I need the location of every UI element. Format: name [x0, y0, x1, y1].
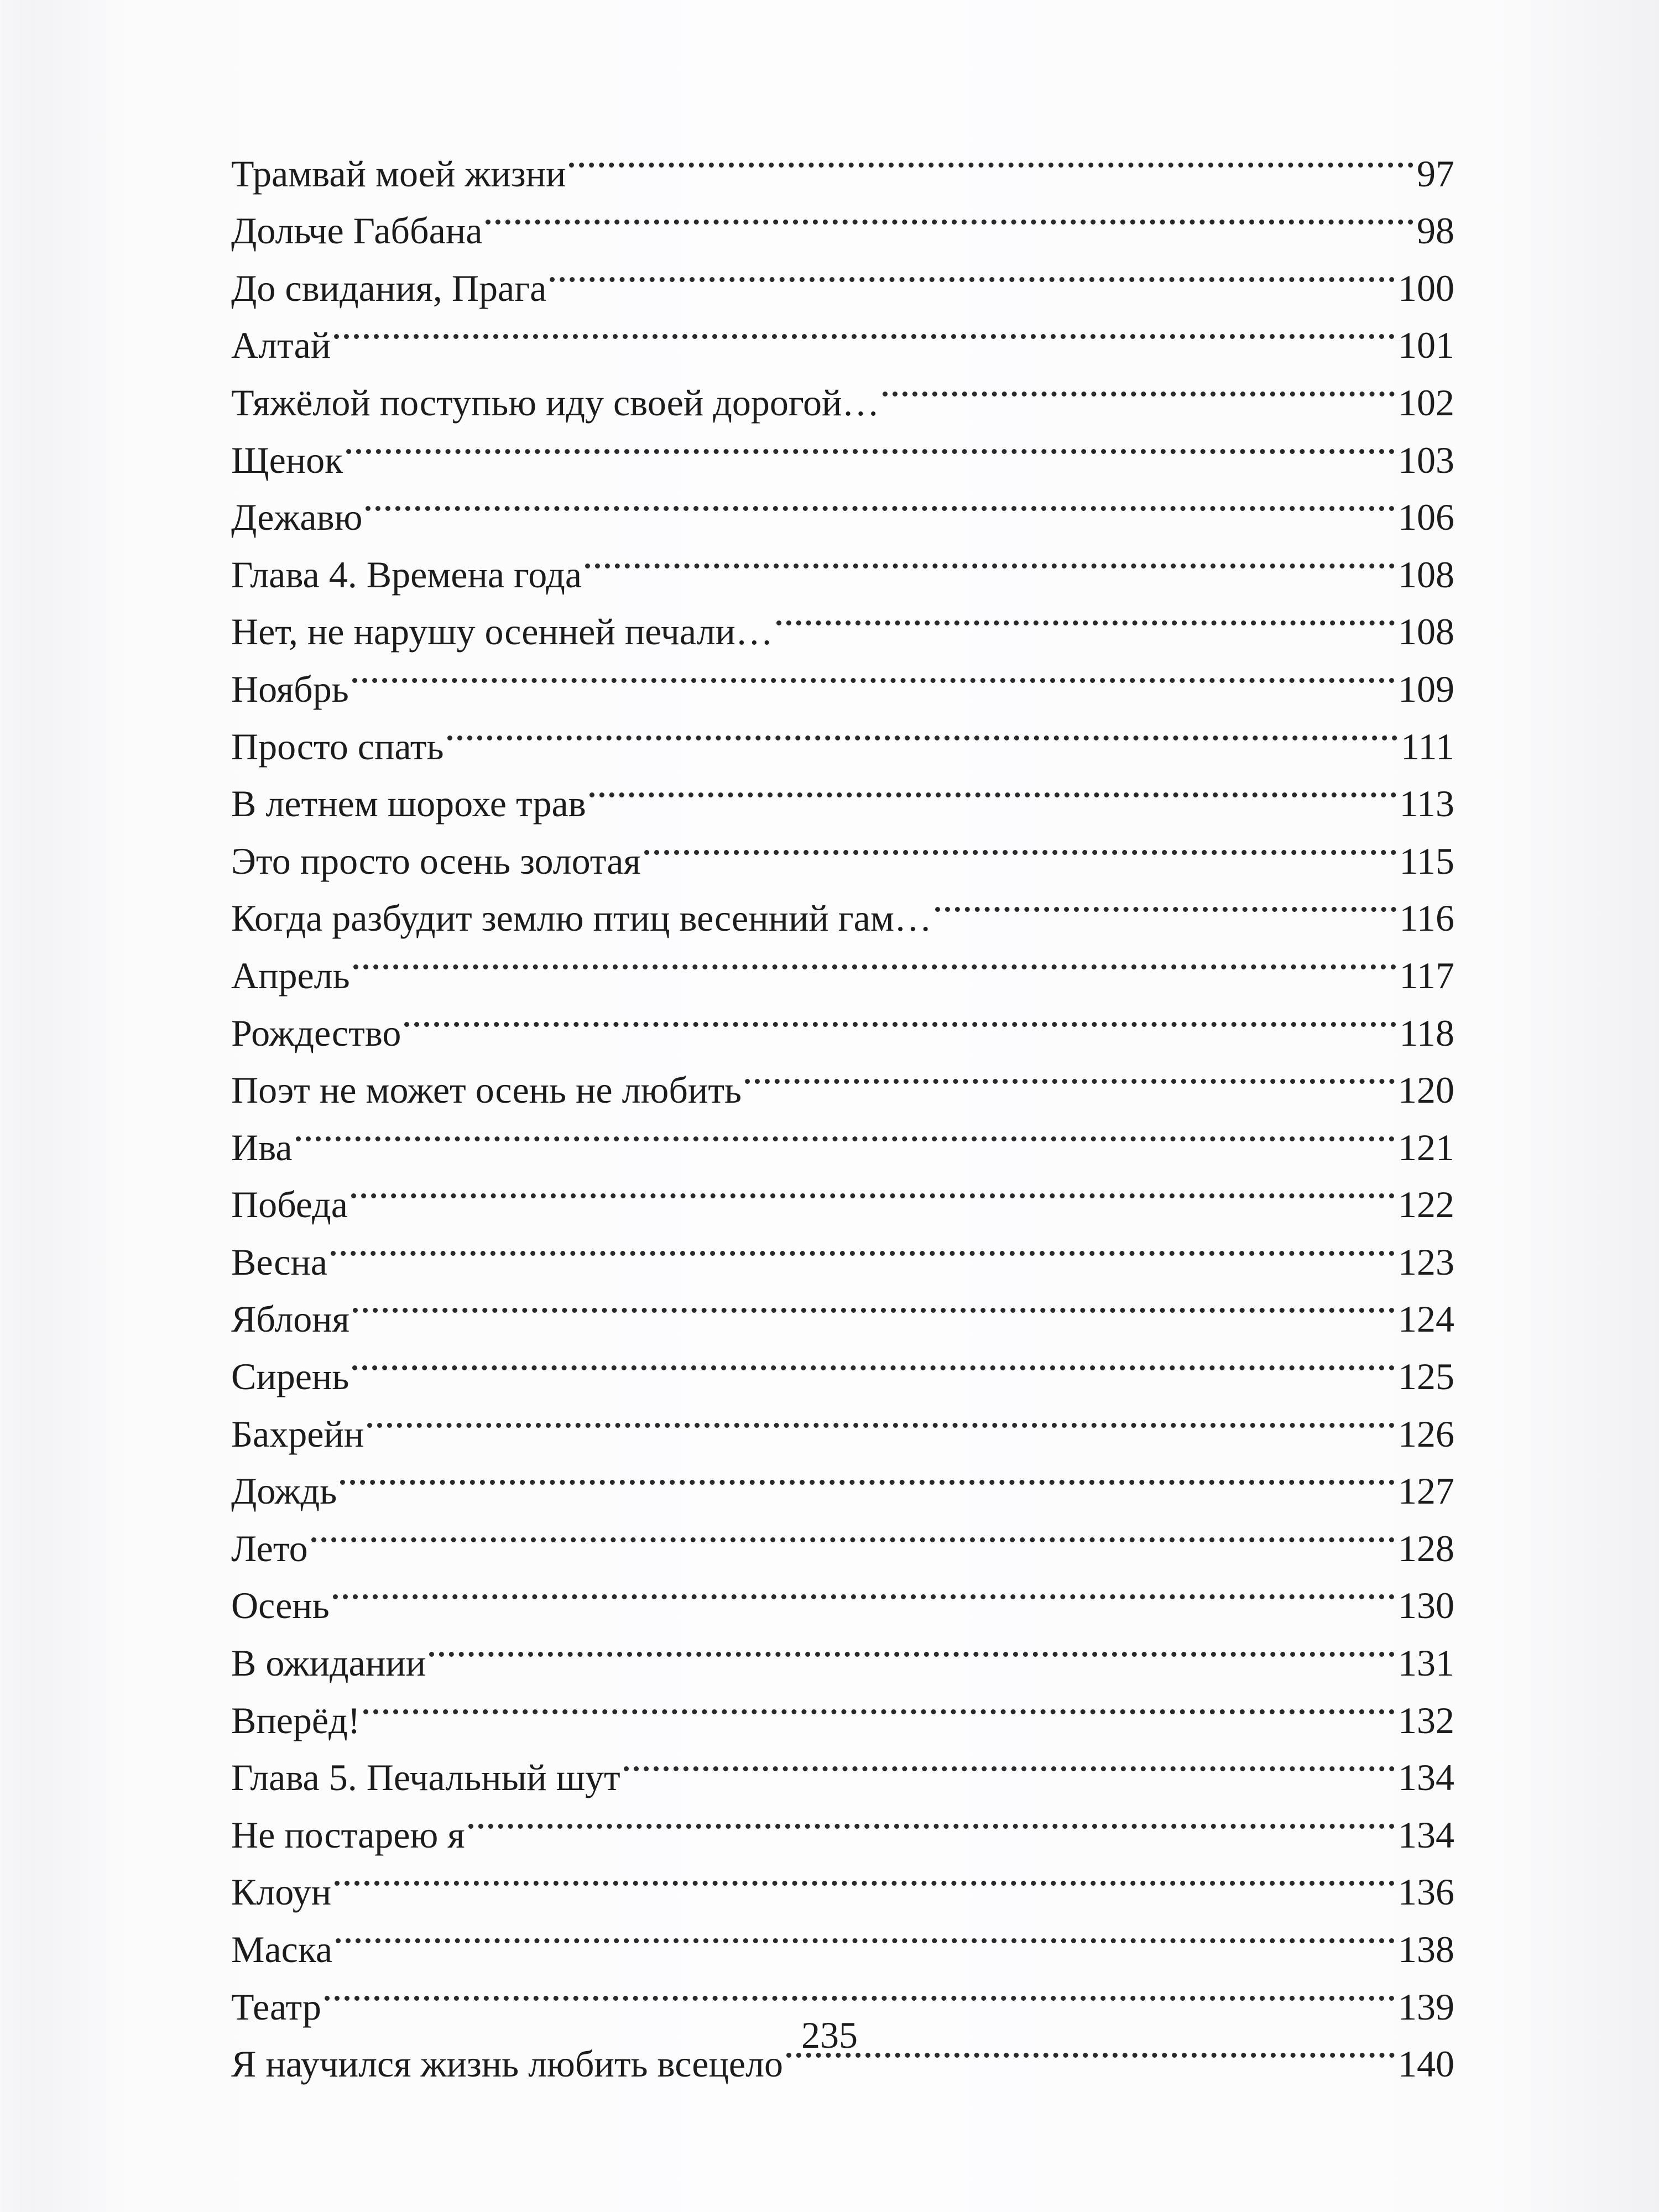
toc-entry-title: В ожидании [231, 1642, 426, 1684]
dot-leader [585, 530, 1395, 587]
toc-entry-page: 108 [1398, 611, 1454, 653]
dot-leader [352, 644, 1395, 702]
dot-leader [883, 358, 1395, 415]
toc-entry-page: 106 [1398, 496, 1454, 539]
toc-entry-title: Маска [231, 1928, 333, 1970]
toc-entry-title: Дежавю [231, 496, 363, 539]
toc-entry-title: Бахрейн [231, 1412, 364, 1455]
dot-leader [334, 301, 1395, 358]
toc-entry-page: 136 [1398, 1871, 1454, 1913]
toc-entry [231, 301, 1454, 367]
toc-entry [231, 1733, 1454, 1799]
toc-entry-title: Ноябрь [231, 667, 349, 710]
toc-entry-title: Это просто осень золотая [231, 839, 641, 882]
toc-entry-page: 103 [1398, 439, 1454, 481]
dot-leader [745, 1046, 1395, 1103]
toc-entry-page: 111 [1401, 725, 1454, 768]
dot-leader [404, 988, 1396, 1046]
dot-leader [644, 816, 1396, 874]
toc-entry [231, 702, 1454, 768]
toc-entry [231, 1447, 1454, 1512]
toc-entry-page: 109 [1398, 667, 1454, 710]
toc-entry-title: Нет, не нарушу осенней печали… [231, 611, 773, 653]
dot-leader [429, 1618, 1395, 1676]
toc-entry [231, 1046, 1454, 1112]
toc-entry-title: Алтай [231, 324, 331, 367]
toc-entry-page: 128 [1398, 1527, 1454, 1569]
dot-leader [624, 1733, 1395, 1791]
toc-entry-page: 132 [1398, 1699, 1454, 1741]
toc-entry [231, 1160, 1454, 1226]
toc-entry-title: Дождь [231, 1470, 337, 1512]
toc-entry [231, 129, 1454, 195]
dot-leader [331, 1217, 1395, 1275]
dot-leader [935, 874, 1396, 931]
dot-leader [333, 1561, 1395, 1619]
toc-entry [231, 1905, 1454, 1970]
toc-entry [231, 1332, 1454, 1398]
toc-entry-page: 121 [1398, 1126, 1454, 1168]
toc-entry [231, 1275, 1454, 1340]
toc-entry-title: Я научился жизнь любить всецело [231, 2043, 783, 2085]
toc-entry [231, 1561, 1454, 1627]
toc-entry [231, 644, 1454, 710]
dot-leader [351, 1160, 1395, 1218]
dot-leader [569, 129, 1413, 186]
toc-entry-page: 101 [1398, 324, 1454, 367]
toc-entry [231, 1504, 1454, 1569]
toc-entry [231, 988, 1454, 1054]
toc-entry-page: 118 [1399, 1011, 1454, 1054]
toc-entry-title: Когда разбудит землю птиц весенний гам… [231, 897, 932, 940]
toc-entry [231, 1618, 1454, 1684]
dot-leader [589, 759, 1396, 817]
toc-entry-page: 97 [1417, 152, 1454, 195]
dot-leader [468, 1790, 1395, 1848]
toc-entry-title: Клоун [231, 1871, 332, 1913]
toc-entry-page: 98 [1417, 210, 1454, 252]
toc-entry-title: Просто спать [231, 725, 444, 768]
toc-entry-title: Победа [231, 1183, 348, 1226]
dot-leader [336, 1905, 1395, 1962]
page-number: 235 [801, 2014, 858, 2056]
dot-leader [367, 1389, 1395, 1447]
toc-entry-page: 126 [1398, 1412, 1454, 1455]
toc-entry [231, 931, 1454, 997]
toc-entry-page: 131 [1398, 1642, 1454, 1684]
dot-leader [311, 1504, 1395, 1561]
dot-leader [353, 931, 1396, 988]
toc-entry [231, 1962, 1454, 2028]
dot-leader [550, 243, 1395, 301]
toc-entry-page: 130 [1398, 1584, 1454, 1627]
toc-entry-title: Не постарею я [231, 1813, 465, 1856]
dot-leader [335, 1848, 1395, 1905]
toc-entry-page: 113 [1399, 782, 1454, 825]
toc-entry-page: 140 [1398, 2043, 1454, 2085]
toc-entry-title: Ива [231, 1126, 293, 1168]
toc-entry-title: Поэт не может осень не любить [231, 1069, 742, 1112]
toc-entry [231, 530, 1454, 596]
toc-entry [231, 1103, 1454, 1168]
dot-leader [363, 1676, 1395, 1733]
toc-entry-page: 125 [1398, 1355, 1454, 1398]
toc-entry-title: Весна [231, 1240, 327, 1283]
dot-leader [340, 1447, 1395, 1504]
toc-entry-page: 134 [1398, 1813, 1454, 1856]
toc-entry-title: Щенок [231, 439, 343, 481]
toc-entry [231, 473, 1454, 539]
toc-entry-page: 123 [1398, 1240, 1454, 1283]
toc-entry-title: Осень [231, 1584, 330, 1627]
toc-entry-page: 116 [1399, 897, 1454, 940]
dot-leader [486, 186, 1413, 244]
toc-entry-title: Яблоня [231, 1298, 349, 1340]
dot-leader [352, 1332, 1395, 1389]
toc-entry-title: Сирень [231, 1355, 349, 1398]
toc-entry-title: Вперёд! [231, 1699, 361, 1741]
toc-entry [231, 1848, 1454, 1913]
toc-entry [231, 358, 1454, 424]
toc-entry-page: 115 [1399, 839, 1454, 882]
toc-entry-page: 134 [1398, 1756, 1454, 1799]
toc-entry [231, 1217, 1454, 1283]
toc-entry-page: 127 [1398, 1470, 1454, 1512]
toc-entry-title: В летнем шорохе трав [231, 782, 586, 825]
table-of-contents [231, 129, 1454, 2085]
toc-entry-title: До свидания, Прага [231, 267, 547, 309]
dot-leader [353, 1275, 1395, 1332]
toc-entry-page: 124 [1398, 1298, 1454, 1340]
toc-entry-title: Лето [231, 1527, 308, 1569]
toc-entry-page: 122 [1398, 1183, 1454, 1226]
toc-entry-page: 100 [1398, 267, 1454, 309]
dot-leader [325, 1962, 1395, 2020]
dot-leader [296, 1103, 1395, 1160]
toc-entry-page: 108 [1398, 553, 1454, 596]
toc-entry-title: Рождество [231, 1011, 401, 1054]
toc-entry-title: Тяжёлой поступью иду своей дорогой… [231, 381, 880, 424]
toc-entry-title: Глава 5. Печальный шут [231, 1756, 620, 1799]
toc-entry-page: 138 [1398, 1928, 1454, 1970]
toc-entry-title: Апрель [231, 954, 350, 997]
toc-entry-page: 102 [1398, 381, 1454, 424]
toc-entry-title: Глава 4. Времена года [231, 553, 582, 596]
toc-entry-page: 117 [1399, 954, 1454, 997]
dot-leader [776, 587, 1395, 645]
toc-entry-title: Театр [231, 1985, 321, 2028]
toc-entry-title: Дольче Габбана [231, 210, 483, 252]
dot-leader [447, 702, 1398, 759]
dot-leader [366, 473, 1395, 530]
toc-entry [231, 1676, 1454, 1741]
toc-entry [231, 1389, 1454, 1455]
toc-entry [231, 415, 1454, 481]
toc-entry-page: 139 [1398, 1985, 1454, 2028]
dot-leader [346, 415, 1395, 473]
toc-entry-page: 120 [1398, 1069, 1454, 1112]
toc-entry-title: Трамвай моей жизни [231, 152, 566, 195]
